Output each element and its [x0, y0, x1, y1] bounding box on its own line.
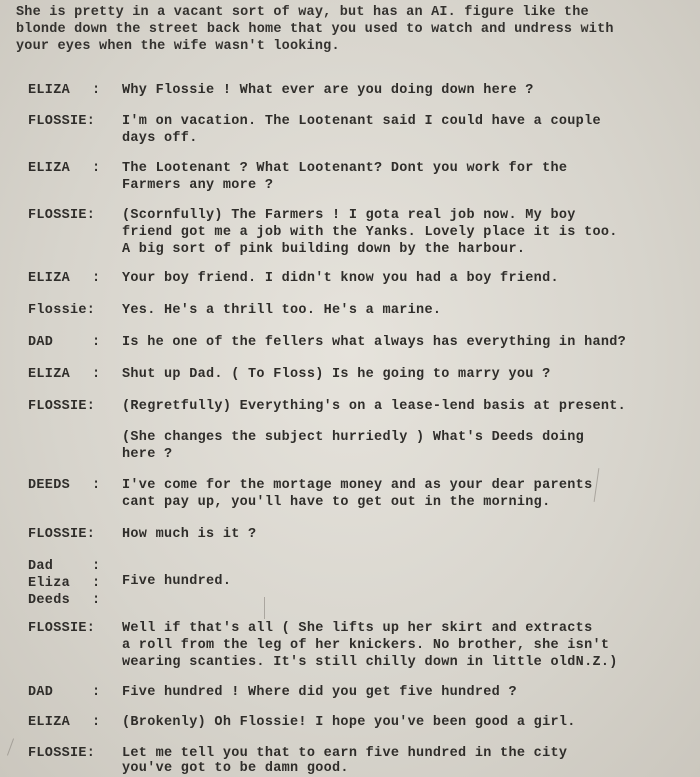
- speaker-label: ELIZA: [28, 83, 71, 98]
- dialogue-line: Five hundred ! Where did you get five hundred ?: [122, 685, 517, 700]
- speaker-label: FLOSSIE:: [28, 114, 96, 129]
- dialogue-line: Let me tell you that to earn five hundred in the city: [122, 746, 568, 761]
- dialogue-line: Five hundred.: [122, 574, 232, 589]
- dialogue-line: Yes. He's a thrill too. He's a marine.: [122, 303, 442, 318]
- speaker-colon-group: : : :: [92, 559, 101, 608]
- speaker-label-group: Dad Eliza Deeds: [28, 559, 71, 608]
- dialogue-line: Is he one of the fellers what always has everything in hand?: [122, 335, 627, 350]
- speaker-label: FLOSSIE:: [28, 621, 96, 636]
- speaker-colon: :: [92, 478, 101, 493]
- dialogue-line: here ?: [122, 447, 173, 462]
- speaker-colon: :: [92, 715, 101, 730]
- dialogue-line: How much is it ?: [122, 527, 257, 542]
- stage-description: [16, 4, 686, 55]
- intro-line: your eyes when the wife wasn't looking.: [16, 39, 340, 54]
- dialogue-line: Your boy friend. I didn't know you had a boy friend.: [122, 271, 559, 286]
- speaker-colon: :: [92, 685, 101, 700]
- speaker-colon: :: [92, 335, 101, 350]
- speaker-colon: :: [92, 271, 101, 286]
- pencil-mark: [264, 597, 265, 619]
- dialogue-line: a roll from the leg of her knickers. No brother, she isn't: [122, 638, 610, 653]
- dialogue-line: Why Flossie ! What ever are you doing down here ?: [122, 83, 534, 98]
- dialogue-line: I've come for the mortage money and as your dear parents: [122, 478, 593, 493]
- dialogue-line: Farmers any more ?: [122, 178, 274, 193]
- dialogue-line: friend got me a job with the Yanks. Lovely place it is too.: [122, 225, 618, 240]
- speaker-label: DAD: [28, 685, 54, 700]
- dialogue-line: days off.: [122, 131, 198, 146]
- speaker-label: FLOSSIE:: [28, 746, 96, 761]
- speaker-colon: :: [92, 83, 101, 98]
- speaker-colon: :: [92, 367, 101, 382]
- dialogue-line: I'm on vacation. The Lootenant said I could have a couple: [122, 114, 601, 129]
- intro-line: She is pretty in a vacant sort of way, but has an AI. figure like the: [16, 5, 589, 20]
- dialogue-line: (She changes the subject hurriedly ) What's Deeds doing: [122, 430, 585, 445]
- dialogue-line: A big sort of pink building down by the harbour.: [122, 242, 526, 257]
- speaker-label: FLOSSIE:: [28, 208, 96, 223]
- pencil-mark: [7, 738, 14, 755]
- dialogue-line: (Scornfully) The Farmers ! I gota real job now. My boy: [122, 208, 576, 223]
- speaker-label: ELIZA: [28, 161, 71, 176]
- dialogue-line: Well if that's all ( She lifts up her skirt and extracts: [122, 621, 593, 636]
- dialogue-line: The Lootenant ? What Lootenant? Dont you work for the: [122, 161, 568, 176]
- speaker-label: Flossie:: [28, 303, 96, 318]
- dialogue-line: you've got to be damn good.: [122, 761, 349, 776]
- intro-line: blonde down the street back home that you used to watch and undress with: [16, 22, 614, 37]
- speaker-label: DAD: [28, 335, 54, 350]
- dialogue-line: wearing scanties. It's still chilly down in little oldN.Z.): [122, 655, 618, 670]
- speaker-colon: :: [92, 161, 101, 176]
- speaker-label: ELIZA: [28, 715, 71, 730]
- dialogue-line: cant pay up, you'll have to get out in the morning.: [122, 495, 551, 510]
- speaker-label: FLOSSIE:: [28, 527, 96, 542]
- dialogue-line: (Brokenly) Oh Flossie! I hope you've been good a girl.: [122, 715, 576, 730]
- speaker-label: DEEDS: [28, 478, 71, 493]
- dialogue-line: Shut up Dad. ( To Floss) Is he going to marry you ?: [122, 367, 551, 382]
- speaker-label: ELIZA: [28, 271, 71, 286]
- dialogue-line: (Regretfully) Everything's on a lease-lend basis at present.: [122, 399, 627, 414]
- speaker-label: FLOSSIE:: [28, 399, 96, 414]
- speaker-label: ELIZA: [28, 367, 71, 382]
